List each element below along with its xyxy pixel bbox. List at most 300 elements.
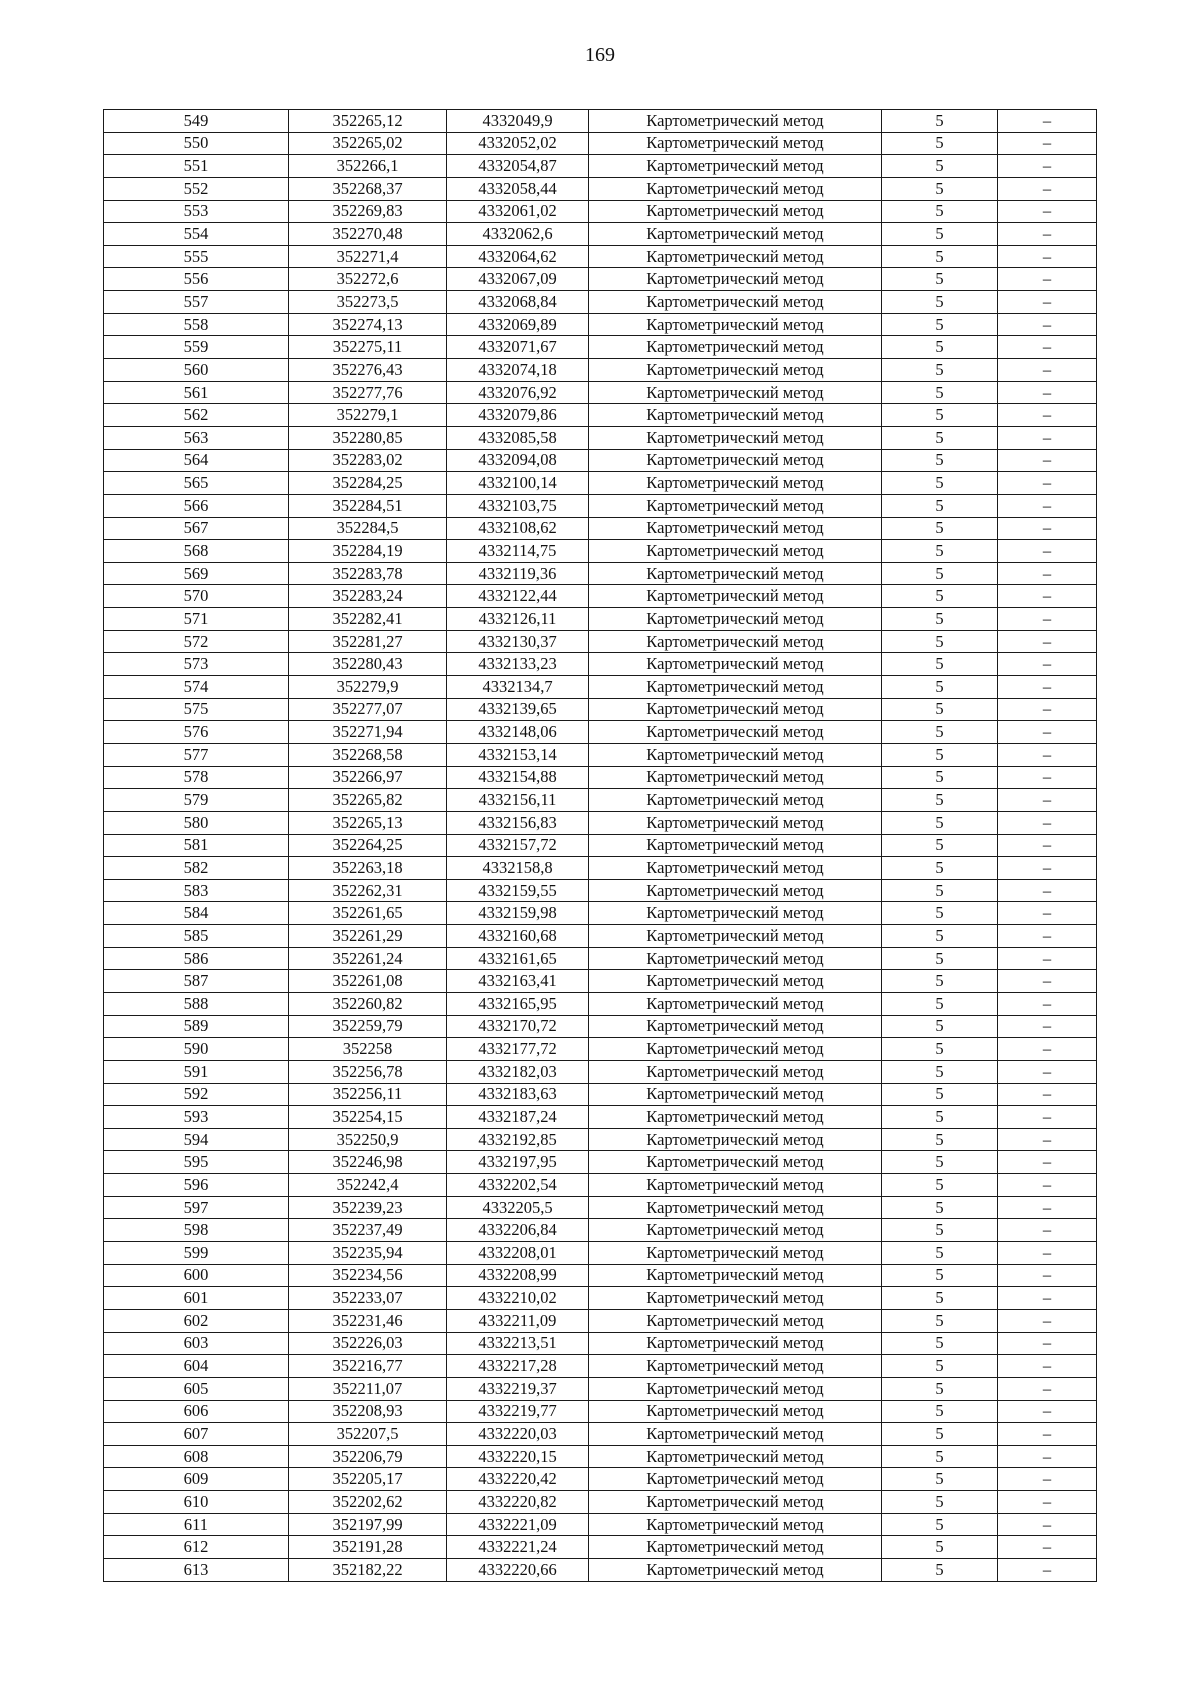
- dash-cell: –: [998, 1106, 1097, 1129]
- precision-cell: 5: [882, 970, 998, 993]
- dash-cell: –: [998, 245, 1097, 268]
- method-cell: Картометрический метод: [589, 1468, 882, 1491]
- y-coordinate-cell: 4332170,72: [447, 1015, 589, 1038]
- y-coordinate-cell: 4332108,62: [447, 517, 589, 540]
- x-coordinate-cell: 352280,43: [289, 653, 447, 676]
- dash-cell: –: [998, 426, 1097, 449]
- point-number-cell: 570: [104, 585, 289, 608]
- y-coordinate-cell: 4332219,77: [447, 1400, 589, 1423]
- dash-cell: –: [998, 970, 1097, 993]
- precision-cell: 5: [882, 1151, 998, 1174]
- precision-cell: 5: [882, 1377, 998, 1400]
- y-coordinate-cell: 4332160,68: [447, 925, 589, 948]
- dash-cell: –: [998, 1151, 1097, 1174]
- y-coordinate-cell: 4332054,87: [447, 155, 589, 178]
- x-coordinate-cell: 352282,41: [289, 608, 447, 631]
- point-number-cell: 573: [104, 653, 289, 676]
- precision-cell: 5: [882, 1219, 998, 1242]
- dash-cell: –: [998, 630, 1097, 653]
- y-coordinate-cell: 4332159,55: [447, 879, 589, 902]
- dash-cell: –: [998, 1219, 1097, 1242]
- x-coordinate-cell: 352182,22: [289, 1559, 447, 1582]
- y-coordinate-cell: 4332094,08: [447, 449, 589, 472]
- x-coordinate-cell: 352272,6: [289, 268, 447, 291]
- table-row: [104, 1445, 1097, 1468]
- x-coordinate-cell: 352265,82: [289, 789, 447, 812]
- dash-cell: –: [998, 1377, 1097, 1400]
- x-coordinate-cell: 352239,23: [289, 1196, 447, 1219]
- table-row: [104, 200, 1097, 223]
- point-number-cell: 580: [104, 811, 289, 834]
- table-row: [104, 404, 1097, 427]
- point-number-cell: 595: [104, 1151, 289, 1174]
- x-coordinate-cell: 352206,79: [289, 1445, 447, 1468]
- precision-cell: 5: [882, 1332, 998, 1355]
- method-cell: Картометрический метод: [589, 1196, 882, 1219]
- y-coordinate-cell: 4332220,42: [447, 1468, 589, 1491]
- table-row: [104, 517, 1097, 540]
- point-number-cell: 584: [104, 902, 289, 925]
- method-cell: Картометрический метод: [589, 743, 882, 766]
- x-coordinate-cell: 352259,79: [289, 1015, 447, 1038]
- x-coordinate-cell: 352205,17: [289, 1468, 447, 1491]
- method-cell: Картометрический метод: [589, 1106, 882, 1129]
- x-coordinate-cell: 352270,48: [289, 223, 447, 246]
- precision-cell: 5: [882, 517, 998, 540]
- table-row: [104, 1559, 1097, 1582]
- x-coordinate-cell: 352265,13: [289, 811, 447, 834]
- y-coordinate-cell: 4332068,84: [447, 291, 589, 314]
- y-coordinate-cell: 4332148,06: [447, 721, 589, 744]
- point-number-cell: 594: [104, 1128, 289, 1151]
- y-coordinate-cell: 4332197,95: [447, 1151, 589, 1174]
- dash-cell: –: [998, 1332, 1097, 1355]
- method-cell: Картометрический метод: [589, 1332, 882, 1355]
- x-coordinate-cell: 352262,31: [289, 879, 447, 902]
- point-number-cell: 577: [104, 743, 289, 766]
- method-cell: Картометрический метод: [589, 177, 882, 200]
- dash-cell: –: [998, 608, 1097, 631]
- point-number-cell: 556: [104, 268, 289, 291]
- precision-cell: 5: [882, 381, 998, 404]
- x-coordinate-cell: 352284,19: [289, 540, 447, 563]
- point-number-cell: 578: [104, 766, 289, 789]
- table-row: [104, 223, 1097, 246]
- table-row: [104, 834, 1097, 857]
- y-coordinate-cell: 4332156,11: [447, 789, 589, 812]
- dash-cell: –: [998, 857, 1097, 880]
- precision-cell: 5: [882, 291, 998, 314]
- table-row: [104, 1264, 1097, 1287]
- point-number-cell: 599: [104, 1242, 289, 1265]
- precision-cell: 5: [882, 721, 998, 744]
- precision-cell: 5: [882, 132, 998, 155]
- x-coordinate-cell: 352202,62: [289, 1491, 447, 1514]
- y-coordinate-cell: 4332159,98: [447, 902, 589, 925]
- point-number-cell: 564: [104, 449, 289, 472]
- y-coordinate-cell: 4332208,99: [447, 1264, 589, 1287]
- table-row: [104, 1083, 1097, 1106]
- precision-cell: 5: [882, 834, 998, 857]
- x-coordinate-cell: 352197,99: [289, 1513, 447, 1536]
- x-coordinate-cell: 352280,85: [289, 426, 447, 449]
- dash-cell: –: [998, 1038, 1097, 1061]
- point-number-cell: 583: [104, 879, 289, 902]
- dash-cell: –: [998, 540, 1097, 563]
- method-cell: Картометрический метод: [589, 404, 882, 427]
- precision-cell: 5: [882, 1491, 998, 1514]
- precision-cell: 5: [882, 1015, 998, 1038]
- method-cell: Картометрический метод: [589, 1423, 882, 1446]
- x-coordinate-cell: 352277,76: [289, 381, 447, 404]
- point-number-cell: 563: [104, 426, 289, 449]
- table-row: [104, 381, 1097, 404]
- point-number-cell: 609: [104, 1468, 289, 1491]
- table-row: [104, 947, 1097, 970]
- page-number: 169: [585, 44, 615, 66]
- point-number-cell: 572: [104, 630, 289, 653]
- y-coordinate-cell: 4332064,62: [447, 245, 589, 268]
- y-coordinate-cell: 4332221,09: [447, 1513, 589, 1536]
- y-coordinate-cell: 4332211,09: [447, 1309, 589, 1332]
- dash-cell: –: [998, 1309, 1097, 1332]
- dash-cell: –: [998, 200, 1097, 223]
- y-coordinate-cell: 4332114,75: [447, 540, 589, 563]
- dash-cell: –: [998, 1128, 1097, 1151]
- x-coordinate-cell: 352265,02: [289, 132, 447, 155]
- y-coordinate-cell: 4332079,86: [447, 404, 589, 427]
- x-coordinate-cell: 352256,78: [289, 1060, 447, 1083]
- precision-cell: 5: [882, 404, 998, 427]
- precision-cell: 5: [882, 268, 998, 291]
- table-row: [104, 1038, 1097, 1061]
- dash-cell: –: [998, 494, 1097, 517]
- y-coordinate-cell: 4332163,41: [447, 970, 589, 993]
- dash-cell: –: [998, 1287, 1097, 1310]
- y-coordinate-cell: 4332058,44: [447, 177, 589, 200]
- method-cell: Картометрический метод: [589, 925, 882, 948]
- dash-cell: –: [998, 676, 1097, 699]
- y-coordinate-cell: 4332161,65: [447, 947, 589, 970]
- point-number-cell: 557: [104, 291, 289, 314]
- method-cell: Картометрический метод: [589, 1151, 882, 1174]
- table-row: [104, 585, 1097, 608]
- point-number-cell: 597: [104, 1196, 289, 1219]
- x-coordinate-cell: 352261,08: [289, 970, 447, 993]
- dash-cell: –: [998, 268, 1097, 291]
- precision-cell: 5: [882, 879, 998, 902]
- x-coordinate-cell: 352258: [289, 1038, 447, 1061]
- y-coordinate-cell: 4332220,82: [447, 1491, 589, 1514]
- precision-cell: 5: [882, 1445, 998, 1468]
- x-coordinate-cell: 352284,25: [289, 472, 447, 495]
- x-coordinate-cell: 352256,11: [289, 1083, 447, 1106]
- x-coordinate-cell: 352284,5: [289, 517, 447, 540]
- precision-cell: 5: [882, 1106, 998, 1129]
- precision-cell: 5: [882, 811, 998, 834]
- table-row: [104, 1015, 1097, 1038]
- table-row: [104, 676, 1097, 699]
- dash-cell: –: [998, 698, 1097, 721]
- point-number-cell: 552: [104, 177, 289, 200]
- y-coordinate-cell: 4332085,58: [447, 426, 589, 449]
- method-cell: Картометрический метод: [589, 1128, 882, 1151]
- y-coordinate-cell: 4332134,7: [447, 676, 589, 699]
- x-coordinate-cell: 352246,98: [289, 1151, 447, 1174]
- precision-cell: 5: [882, 177, 998, 200]
- method-cell: Картометрический метод: [589, 992, 882, 1015]
- method-cell: Картометрический метод: [589, 1491, 882, 1514]
- point-number-cell: 612: [104, 1536, 289, 1559]
- x-coordinate-cell: 352269,83: [289, 200, 447, 223]
- method-cell: Картометрический метод: [589, 381, 882, 404]
- point-number-cell: 571: [104, 608, 289, 631]
- table-row: [104, 653, 1097, 676]
- dash-cell: –: [998, 789, 1097, 812]
- table-row: [104, 291, 1097, 314]
- precision-cell: 5: [882, 653, 998, 676]
- precision-cell: 5: [882, 608, 998, 631]
- x-coordinate-cell: 352242,4: [289, 1174, 447, 1197]
- dash-cell: –: [998, 947, 1097, 970]
- method-cell: Картометрический метод: [589, 359, 882, 382]
- point-number-cell: 605: [104, 1377, 289, 1400]
- table-row: [104, 721, 1097, 744]
- precision-cell: 5: [882, 1400, 998, 1423]
- y-coordinate-cell: 4332206,84: [447, 1219, 589, 1242]
- table-row: [104, 789, 1097, 812]
- dash-cell: –: [998, 1513, 1097, 1536]
- table-row: [104, 449, 1097, 472]
- method-cell: Картометрический метод: [589, 1219, 882, 1242]
- method-cell: Картометрический метод: [589, 653, 882, 676]
- precision-cell: 5: [882, 1196, 998, 1219]
- dash-cell: –: [998, 336, 1097, 359]
- method-cell: Картометрический метод: [589, 1559, 882, 1582]
- x-coordinate-cell: 352283,78: [289, 562, 447, 585]
- table-row: [104, 1128, 1097, 1151]
- method-cell: Картометрический метод: [589, 1015, 882, 1038]
- method-cell: Картометрический метод: [589, 811, 882, 834]
- x-coordinate-cell: 352260,82: [289, 992, 447, 1015]
- table-row: [104, 925, 1097, 948]
- method-cell: Картометрический метод: [589, 313, 882, 336]
- table-row: [104, 1491, 1097, 1514]
- method-cell: Картометрический метод: [589, 608, 882, 631]
- precision-cell: 5: [882, 1355, 998, 1378]
- table-row: [104, 1106, 1097, 1129]
- precision-cell: 5: [882, 1536, 998, 1559]
- point-number-cell: 560: [104, 359, 289, 382]
- table-row: [104, 155, 1097, 178]
- dash-cell: –: [998, 1400, 1097, 1423]
- y-coordinate-cell: 4332154,88: [447, 766, 589, 789]
- table-row: [104, 472, 1097, 495]
- y-coordinate-cell: 4332076,92: [447, 381, 589, 404]
- dash-cell: –: [998, 1015, 1097, 1038]
- method-cell: Картометрический метод: [589, 1060, 882, 1083]
- point-number-cell: 602: [104, 1309, 289, 1332]
- point-number-cell: 593: [104, 1106, 289, 1129]
- table-row: [104, 970, 1097, 993]
- precision-cell: 5: [882, 1264, 998, 1287]
- precision-cell: 5: [882, 494, 998, 517]
- method-cell: Картометрический метод: [589, 698, 882, 721]
- point-number-cell: 588: [104, 992, 289, 1015]
- table-row: [104, 1309, 1097, 1332]
- precision-cell: 5: [882, 947, 998, 970]
- x-coordinate-cell: 352266,97: [289, 766, 447, 789]
- x-coordinate-cell: 352279,1: [289, 404, 447, 427]
- table-row: [104, 902, 1097, 925]
- x-coordinate-cell: 352277,07: [289, 698, 447, 721]
- table-row: [104, 1355, 1097, 1378]
- dash-cell: –: [998, 1445, 1097, 1468]
- y-coordinate-cell: 4332126,11: [447, 608, 589, 631]
- dash-cell: –: [998, 132, 1097, 155]
- y-coordinate-cell: 4332187,24: [447, 1106, 589, 1129]
- y-coordinate-cell: 4332069,89: [447, 313, 589, 336]
- table-row: [104, 336, 1097, 359]
- point-number-cell: 579: [104, 789, 289, 812]
- point-number-cell: 585: [104, 925, 289, 948]
- x-coordinate-cell: 352207,5: [289, 1423, 447, 1446]
- method-cell: Картометрический метод: [589, 449, 882, 472]
- precision-cell: 5: [882, 902, 998, 925]
- precision-cell: 5: [882, 1242, 998, 1265]
- x-coordinate-cell: 352274,13: [289, 313, 447, 336]
- y-coordinate-cell: 4332183,63: [447, 1083, 589, 1106]
- table-row: [104, 540, 1097, 563]
- method-cell: Картометрический метод: [589, 1309, 882, 1332]
- point-number-cell: 562: [104, 404, 289, 427]
- point-number-cell: 551: [104, 155, 289, 178]
- dash-cell: –: [998, 834, 1097, 857]
- point-number-cell: 565: [104, 472, 289, 495]
- precision-cell: 5: [882, 359, 998, 382]
- x-coordinate-cell: 352263,18: [289, 857, 447, 880]
- method-cell: Картометрический метод: [589, 1287, 882, 1310]
- y-coordinate-cell: 4332208,01: [447, 1242, 589, 1265]
- method-cell: Картометрический метод: [589, 1513, 882, 1536]
- y-coordinate-cell: 4332221,24: [447, 1536, 589, 1559]
- dash-cell: –: [998, 1242, 1097, 1265]
- method-cell: Картометрический метод: [589, 223, 882, 246]
- x-coordinate-cell: 352265,12: [289, 110, 447, 133]
- table-row: [104, 743, 1097, 766]
- precision-cell: 5: [882, 472, 998, 495]
- x-coordinate-cell: 352211,07: [289, 1377, 447, 1400]
- point-number-cell: 582: [104, 857, 289, 880]
- dash-cell: –: [998, 902, 1097, 925]
- method-cell: Картометрический метод: [589, 947, 882, 970]
- dash-cell: –: [998, 1536, 1097, 1559]
- point-number-cell: 598: [104, 1219, 289, 1242]
- point-number-cell: 591: [104, 1060, 289, 1083]
- table-row: [104, 1513, 1097, 1536]
- method-cell: Картометрический метод: [589, 245, 882, 268]
- table-row: [104, 811, 1097, 834]
- dash-cell: –: [998, 992, 1097, 1015]
- table-row: [104, 1287, 1097, 1310]
- table-row: [104, 245, 1097, 268]
- dash-cell: –: [998, 585, 1097, 608]
- point-number-cell: 587: [104, 970, 289, 993]
- dash-cell: –: [998, 1468, 1097, 1491]
- x-coordinate-cell: 352284,51: [289, 494, 447, 517]
- point-number-cell: 566: [104, 494, 289, 517]
- method-cell: Картометрический метод: [589, 200, 882, 223]
- y-coordinate-cell: 4332153,14: [447, 743, 589, 766]
- table-row: [104, 857, 1097, 880]
- y-coordinate-cell: 4332219,37: [447, 1377, 589, 1400]
- precision-cell: 5: [882, 1513, 998, 1536]
- method-cell: Картометрический метод: [589, 291, 882, 314]
- dash-cell: –: [998, 1355, 1097, 1378]
- table-row: [104, 1060, 1097, 1083]
- y-coordinate-cell: 4332202,54: [447, 1174, 589, 1197]
- x-coordinate-cell: 352275,11: [289, 336, 447, 359]
- table-row: [104, 1332, 1097, 1355]
- point-number-cell: 550: [104, 132, 289, 155]
- point-number-cell: 569: [104, 562, 289, 585]
- point-number-cell: 589: [104, 1015, 289, 1038]
- x-coordinate-cell: 352271,94: [289, 721, 447, 744]
- method-cell: Картометрический метод: [589, 1174, 882, 1197]
- y-coordinate-cell: 4332192,85: [447, 1128, 589, 1151]
- method-cell: Картометрический метод: [589, 630, 882, 653]
- dash-cell: –: [998, 743, 1097, 766]
- dash-cell: –: [998, 721, 1097, 744]
- method-cell: Картометрический метод: [589, 517, 882, 540]
- table-row: [104, 177, 1097, 200]
- precision-cell: 5: [882, 155, 998, 178]
- table-row: [104, 879, 1097, 902]
- dash-cell: –: [998, 1196, 1097, 1219]
- point-number-cell: 581: [104, 834, 289, 857]
- method-cell: Картометрический метод: [589, 132, 882, 155]
- dash-cell: –: [998, 472, 1097, 495]
- y-coordinate-cell: 4332071,67: [447, 336, 589, 359]
- dash-cell: –: [998, 223, 1097, 246]
- precision-cell: 5: [882, 426, 998, 449]
- table-row: [104, 1377, 1097, 1400]
- dash-cell: –: [998, 653, 1097, 676]
- y-coordinate-cell: 4332205,5: [447, 1196, 589, 1219]
- method-cell: Картометрический метод: [589, 857, 882, 880]
- method-cell: Картометрический метод: [589, 834, 882, 857]
- precision-cell: 5: [882, 245, 998, 268]
- point-number-cell: 604: [104, 1355, 289, 1378]
- point-number-cell: 554: [104, 223, 289, 246]
- y-coordinate-cell: 4332052,02: [447, 132, 589, 155]
- x-coordinate-cell: 352234,56: [289, 1264, 447, 1287]
- y-coordinate-cell: 4332103,75: [447, 494, 589, 517]
- method-cell: Картометрический метод: [589, 1400, 882, 1423]
- table-row: [104, 110, 1097, 133]
- y-coordinate-cell: 4332177,72: [447, 1038, 589, 1061]
- method-cell: Картометрический метод: [589, 766, 882, 789]
- x-coordinate-cell: 352261,29: [289, 925, 447, 948]
- x-coordinate-cell: 352235,94: [289, 1242, 447, 1265]
- table-row: [104, 698, 1097, 721]
- point-number-cell: 611: [104, 1513, 289, 1536]
- table-row: [104, 268, 1097, 291]
- point-number-cell: 592: [104, 1083, 289, 1106]
- x-coordinate-cell: 352271,4: [289, 245, 447, 268]
- method-cell: Картометрический метод: [589, 1242, 882, 1265]
- coordinates-table-body: [104, 110, 1097, 1582]
